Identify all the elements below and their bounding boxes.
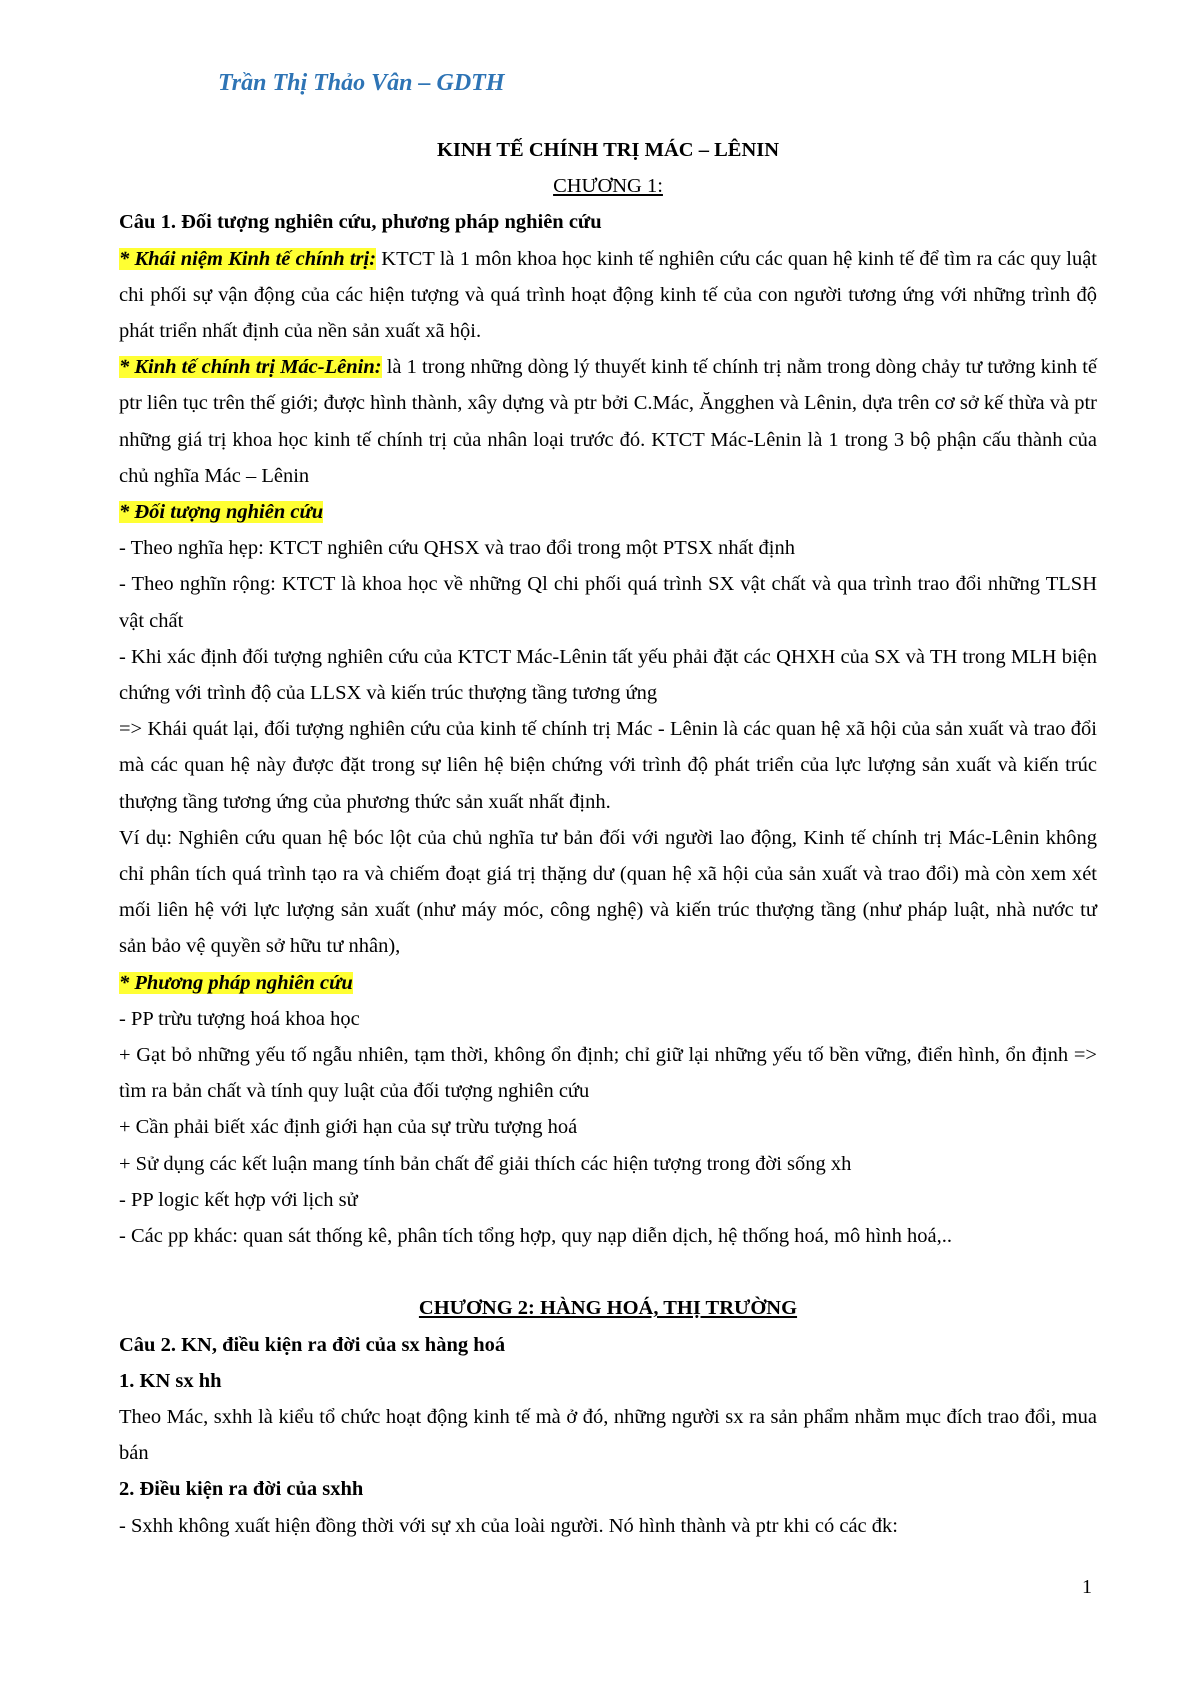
definition-ktct-text: KTCT là 1 môn khoa học kinh tế nghiên cứu các quan hệ kinh tế để tìm ra các quy luật chi phối sự vận động của các hiện tượng và quá trình hoạt động kinh tế của con người tương ứng với những trình độ phát triển nhất định của nền sản xuất xã hội. [119, 247, 1097, 343]
research-method-line: + Cần phải biết xác định giới hạn của sự trừu tượng hoá [119, 1116, 578, 1139]
section-2-heading: 2. Điều kiện ra đời của sxhh [119, 1478, 364, 1501]
question-2-heading: Câu 2. KN, điều kiện ra đời của sx hàng hoá [119, 1333, 506, 1356]
research-object-line: Ví dụ: Nghiên cứu quan hệ bóc lột của chủ nghĩa tư bản đối với người lao động, Kinh tế chính trị Mác-Lênin không chỉ phân tích quá trình tạo ra và chiếm đoạt giá trị thặng dư (quan hệ xã hội của sản xuất và trao đổi) mà còn xem xét mối liên hệ với lực lượng sản xuất (như máy móc, công nghệ) và kiến trúc thượng tầng (như pháp luật, nhà nước tư sản bảo vệ quyền sở hữu tư nhân), [119, 826, 1097, 958]
research-method-line: - Các pp khác: quan sát thống kê, phân tích tổng hợp, quy nạp diễn dịch, hệ thống hoá, mô hình hoá,.. [119, 1225, 952, 1248]
research-object-heading [119, 494, 1097, 530]
research-method-line: + Gạt bỏ những yếu tố ngẫu nhiên, tạm thời, không ổn định; chỉ giữ lại những yếu tố bền vững, điển hình, ổn định => tìm ra bản chất và tính quy luật của đối tượng nghiên cứu [119, 1044, 1097, 1103]
author-header: Trần Thị Thảo Vân – GDTH [218, 70, 505, 96]
question-1-heading: Câu 1. Đối tượng nghiên cứu, phương pháp nghiên cứu [119, 211, 602, 234]
research-object-line: - Theo nghĩn rộng: KTCT là khoa học về những Ql chi phối quá trình SX vật chất và qua trình trao đổi những TLSH vật chất [119, 573, 1097, 632]
research-object-line: => Khái quát lại, đối tượng nghiên cứu của kinh tế chính trị Mác - Lênin là các quan hệ xã hội của sản xuất và trao đổi mà các quan hệ này được đặt trong sự liên hệ biện chứng với trình độ phát triển của lực lượng sản xuất và kiến trúc thượng tầng tương ứng của phương thức sản xuất nhất định. [119, 718, 1097, 813]
section-2-text: - Sxhh không xuất hiện đồng thời với sự xh của loài người. Nó hình thành và ptr khi có các đk: [119, 1514, 898, 1537]
research-object-line: - Khi xác định đối tượng nghiên cứu của KTCT Mác-Lênin tất yếu phải đặt các QHXH của SX và TH trong MLH biện chứng với trình độ của LLSX và kiến trúc thượng tầng tương ứng [119, 645, 1097, 705]
page-number: 1 [1082, 1576, 1092, 1598]
chapter-2-heading: CHƯƠNG 2: HÀNG HOÁ, THỊ TRƯỜNG [418, 1297, 798, 1320]
chapter-1-heading: CHƯƠNG 1: [553, 175, 663, 198]
research-object-line: - Theo nghĩa hẹp: KTCT nghiên cứu QHSX và trao đổi trong một PTSX nhất định [119, 537, 795, 560]
section-1-heading: 1. KN sx hh [119, 1369, 222, 1392]
research-method-line: - PP logic kết hợp với lịch sử [119, 1188, 358, 1211]
document-body [119, 132, 1097, 1544]
definition-ktct-label: * Khái niệm Kinh tế chính trị: [119, 247, 377, 270]
definition-ktct-mac-lenin [119, 349, 1097, 494]
section-1-text: Theo Mác, sxhh là kiểu tổ chức hoạt động kinh tế mà ở đó, những người sx ra sản phẩm nhằm mục đích trao đổi, mua bán [119, 1405, 1097, 1465]
definition-ktct-mac-lenin-label: * Kinh tế chính trị Mác-Lênin: [119, 356, 382, 379]
spacer [119, 1254, 1097, 1290]
definition-ktct-mac-lenin-text: là 1 trong những dòng lý thuyết kinh tế chính trị nằm trong dòng chảy tư tưởng kinh tế ptr liên tục trên thế giới; được hình thành, xây dựng và ptr bởi C.Mác, Ăngghen và Lênin, dựa trên cơ sở kế thừa và ptr những giá trị khoa học kinh tế chính trị của nhân loại trước đó. KTCT Mác-Lênin là 1 trong 3 bộ phận cấu thành của chủ nghĩa Mác – Lênin [119, 356, 1098, 487]
definition-ktct [119, 241, 1097, 350]
research-method-heading [119, 965, 1097, 1001]
research-method-label: * Phương pháp nghiên cứu [119, 971, 353, 994]
research-object-label: * Đối tượng nghiên cứu [119, 501, 324, 524]
document-title: KINH TẾ CHÍNH TRỊ MÁC – LÊNIN [436, 139, 780, 161]
research-method-line: - PP trừu tượng hoá khoa học [119, 1007, 360, 1030]
research-method-line: + Sử dụng các kết luận mang tính bản chất để giải thích các hiện tượng trong đời sống xh [119, 1152, 852, 1175]
